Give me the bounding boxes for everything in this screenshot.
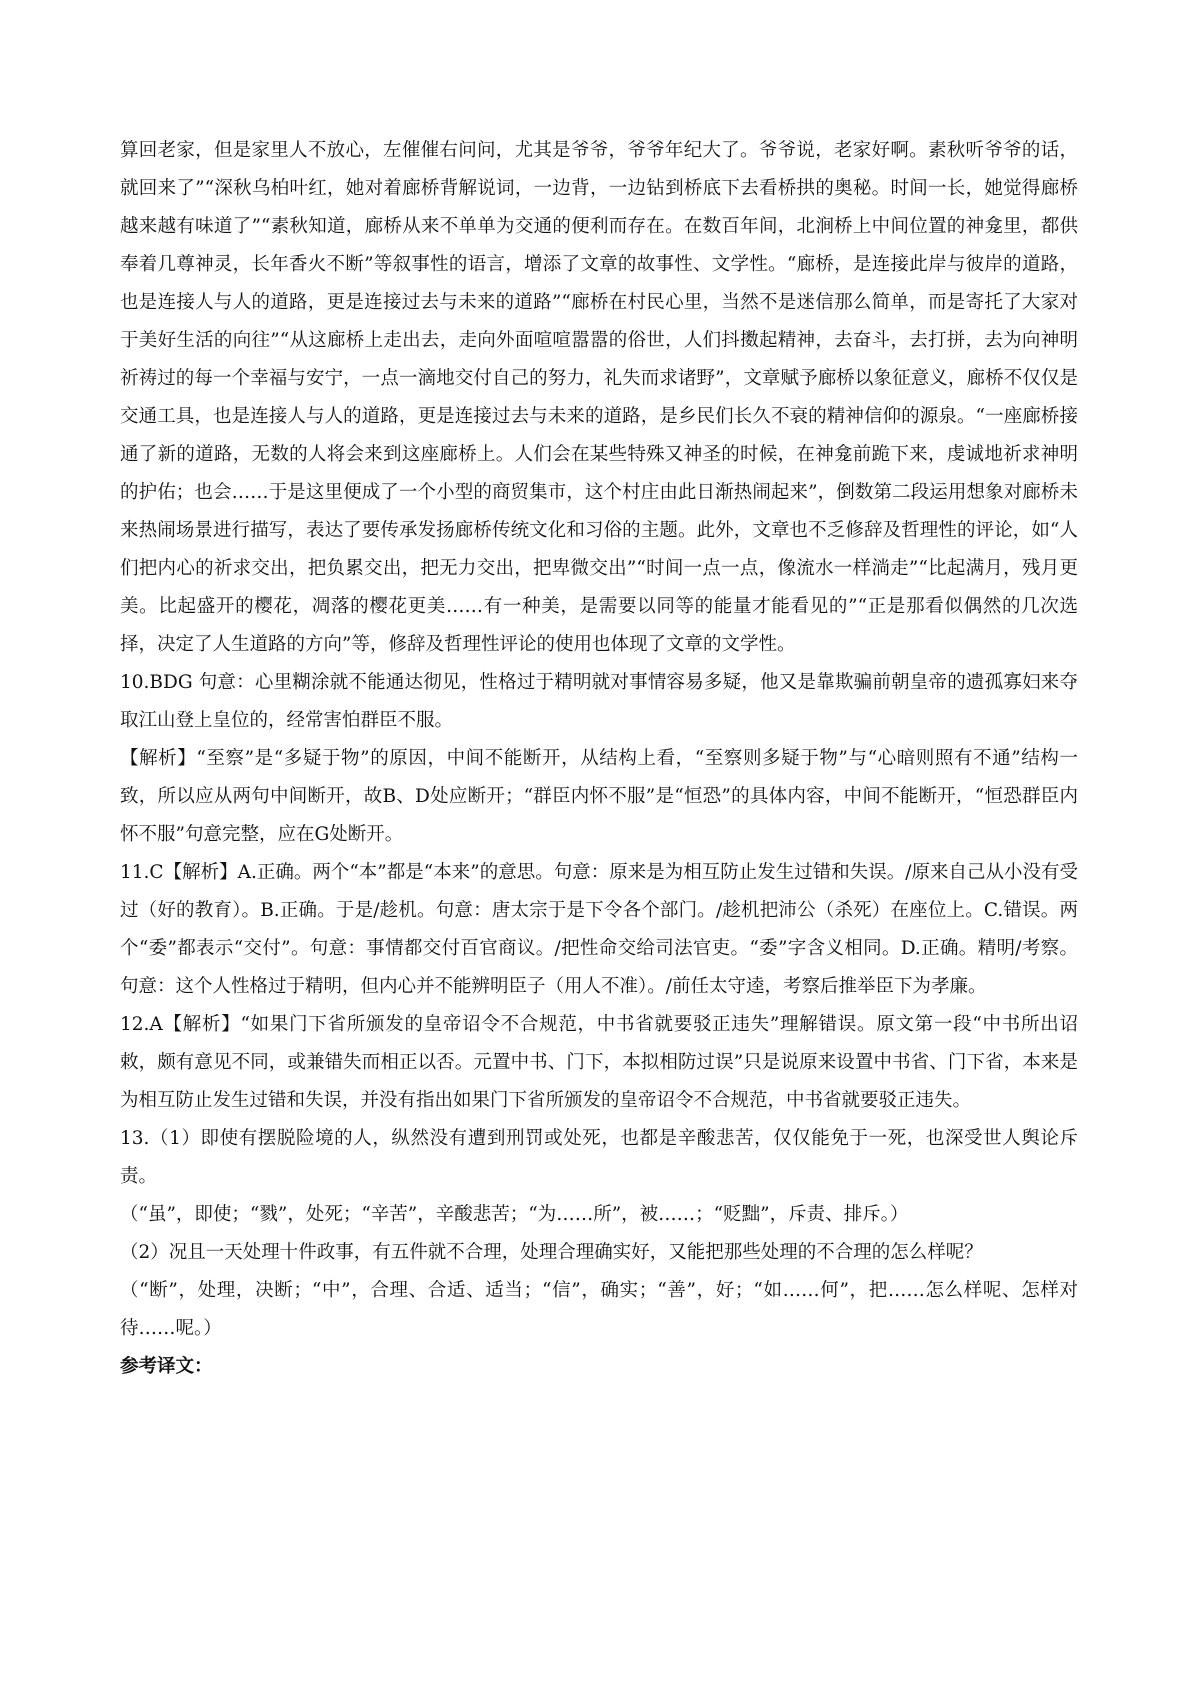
paragraph-q10-answer: 10.BDG 句意：心里糊涂就不能通达彻见，性格过于精明就对事情容易多疑，他又是靠欺骗前朝皇帝的遗孤寡妇来夺取江山登上皇位的，经常害怕群臣不服。 (120, 672, 1078, 731)
document-body (120, 132, 1078, 1386)
paragraph-analysis-continued: 算回老家，但是家里人不放心，左催催右问问，尤其是爷爷，爷爷年纪大了。爷爷说，老家好啊。素秋听爷爷的话，就回来了”“深秋乌柏叶红，她对着廊桥背解说词，一边背，一边钻到桥底下去看桥拱的奥秘。时间一长，她觉得廊桥越来越有味道了”“素秋知道，廊桥从来不单单为交通的便利而存在。在数百年间，北涧桥上中间位置的神龛里，都供奉着几尊神灵，长年香火不断”等叙事性的语言，增添了文章的故事性、文学性。“廊桥，是连接此岸与彼岸的道路，也是连接人与人的道路，更是连接过去与未来的道路”“廊桥在村民心里，当然不是迷信那么简单，而是寄托了大家对于美好生活的向往”“从这廊桥上走出去，走向外面喧喧嚣嚣的俗世，人们抖擞起精神，去奋斗，去打拼，去为向神明祈祷过的每一个幸福与安宁，一点一滴地交付自己的努力，礼失而求诸野”，文章赋予廊桥以象征意义，廊桥不仅仅是交通工具，也是连接人与人的道路，更是连接过去与未来的道路，是乡民们长久不衰的精神信仰的源泉。“一座廊桥接通了新的道路，无数的人将会来到这座廊桥上。人们会在某些特殊又神圣的时候，在神龛前跪下来，虔诚地祈求神明的护佑；也会……于是这里便成了一个小型的商贸集市，这个村庄由此日渐热闹起来”，倒数第二段运用想象对廊桥未来热闹场景进行描写，表达了要传承发扬廊桥传统文化和习俗的主题。此外，文章也不乏修辞及哲理性的评论，如“人们把内心的祈求交出，把负累交出，把无力交出，把卑微交出”“时间一点一点，像流水一样淌走”“比起满月，残月更美。比起盛开的樱花，凋落的樱花更美……有一种美，是需要以同等的能量才能看见的”“正是那看似偶然的几次选择，决定了人生道路的方向”等，修辞及哲理性评论的使用也体现了文章的文学性。 (120, 140, 1078, 655)
paragraph-q10-analysis: 【解析】“至察”是“多疑于物”的原因，中间不能断开，从结构上看，“至察则多疑于物”与“心暗则照有不通”结构一致，所以应从两句中间断开，故B、D处应断开；“群臣内怀不服”是“恒恐”的具体内容，中间不能断开，“恒恐群臣内怀不服”句意完整，应在G处断开。 (120, 748, 1078, 845)
reference-translation-heading: 参考译文： (120, 1356, 213, 1377)
paragraph-q11-answer: 11.C【解析】A.正确。两个“本”都是“本来”的意思。句意：原来是为相互防止发生过错和失误。/原来自己从小没有受过（好的教育）。B.正确。于是/趁机。句意：唐太宗于是下令各个部门。/趁机把沛公（杀死）在座位上。C.错误。两个“委”都表示“交付”。句意：事情都交付百官商议。/把性命交给司法官吏。“委”字含义相同。D.正确。精明/考察。句意：这个人性格过于精明，但内心并不能辨明臣子（用人不准）。/前任太守逵，考察后推举臣下为孝廉。 (120, 862, 1078, 997)
paragraph-q13-part1: 13.（1）即使有摆脱险境的人，纵然没有遭到刑罚或处死，也都是辛酸悲苦，仅仅能免于一死，也深受世人舆论斥责。 (120, 1128, 1078, 1187)
paragraph-q13-part2: （2）况且一天处理十件政事，有五件就不合理，处理合理确实好，又能把那些处理的不合理的怎么样呢？ (120, 1242, 983, 1263)
paragraph-q12-answer: 12.A【解析】“如果门下省所颁发的皇帝诏令不合规范，中书省就要驳正违失”理解错误。原文第一段“中书所出诏敕，颇有意见不同，或兼错失而相正以否。元置中书、门下，本拟相防过误”只是说原来设置中书省、门下省，本来是为相互防止发生过错和失误，并没有指出如果门下省所颁发的皇帝诏令不合规范，中书省就要驳正违失。 (120, 1014, 1078, 1111)
paragraph-q13-part1-notes: （“虽”，即使；“戮”，处死；“辛苦”，辛酸悲苦；“为……所”，被……；“贬黜”，斥责、排斥。） (120, 1204, 909, 1225)
paragraph-q13-part2-notes: （“断”，处理，决断；“中”，合理、合适、适当；“信”，确实；“善”，好；“如……何”，把……怎么样呢、怎样对待……呢。） (120, 1280, 1078, 1339)
